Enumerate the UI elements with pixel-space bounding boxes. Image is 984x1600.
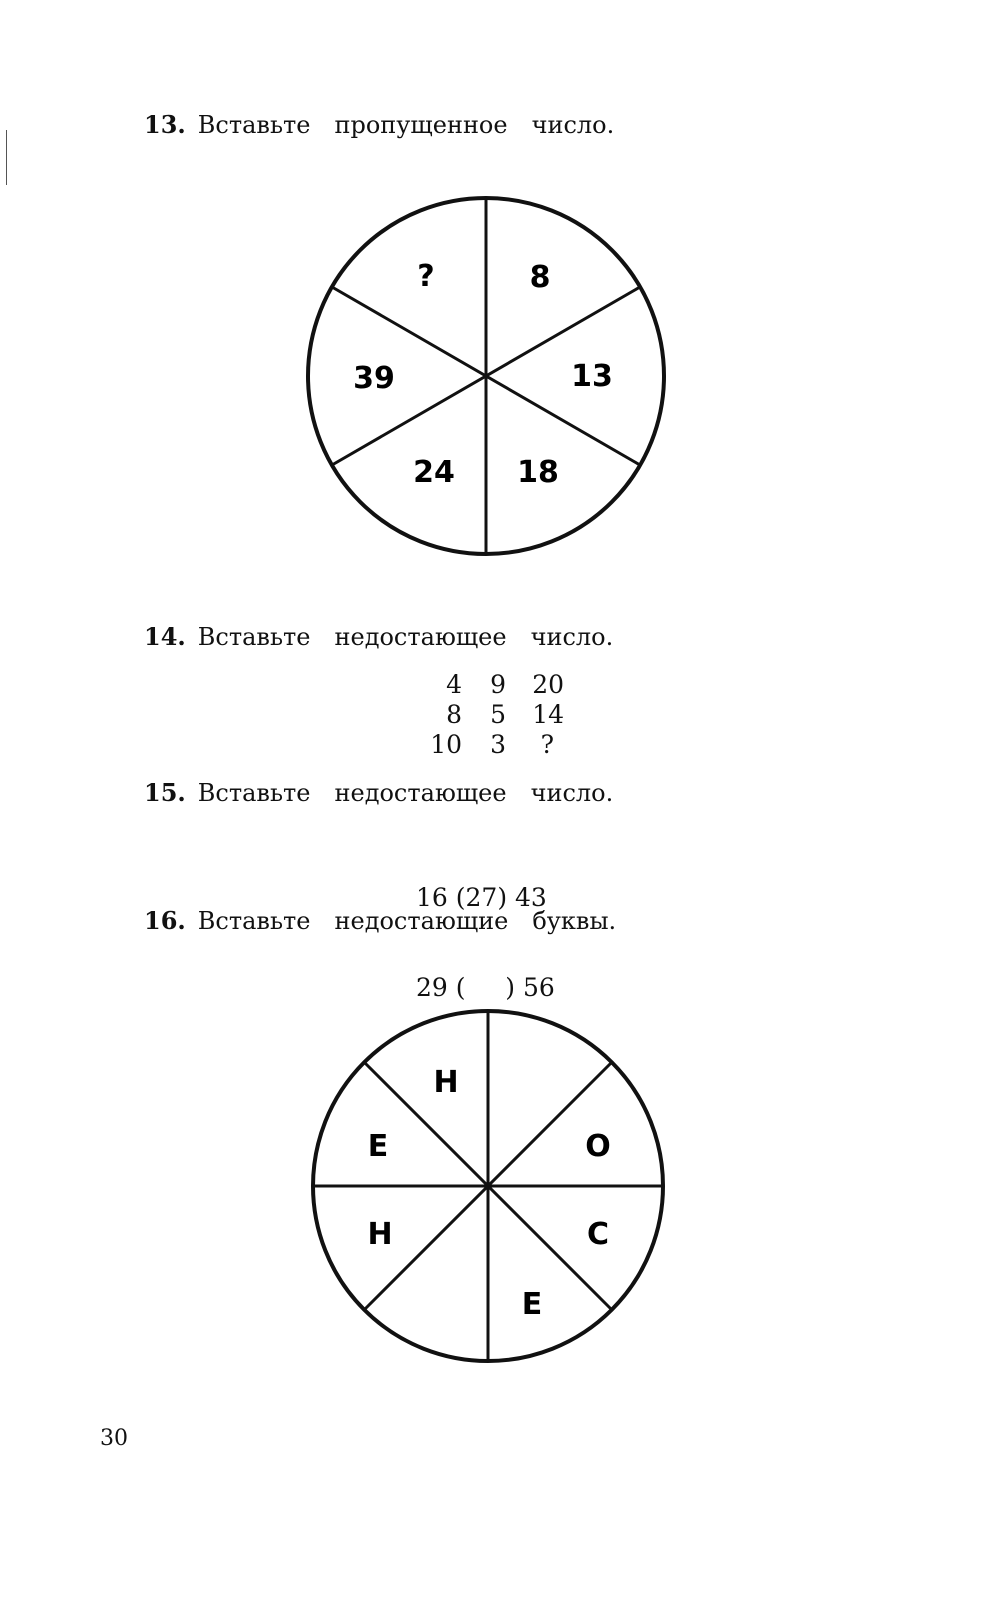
q14-row [420, 670, 564, 700]
q13-sector-3: 18 [517, 455, 559, 490]
q14-cell: 20 [532, 670, 564, 699]
q15-number: 15. [144, 778, 186, 807]
q16-heading [144, 906, 616, 935]
q14-row [420, 700, 564, 730]
q16-word-1: Вставьте [197, 907, 311, 935]
q16-sector-6: Н [367, 1217, 393, 1252]
q15-word-2: недостающее [334, 779, 507, 807]
q14-heading [144, 622, 613, 651]
q13-word-1: Вставьте [197, 111, 311, 139]
q14-cell: 3 [490, 730, 506, 759]
q14-cell: 9 [490, 670, 506, 699]
q14-cell: 4 [446, 670, 462, 699]
q15-row-1: 16 (27) 43 [416, 883, 547, 912]
q13-number: 13. [144, 110, 186, 139]
page-number: 30 [100, 1426, 128, 1451]
q16-sector-7: Е [367, 1129, 389, 1164]
q13-sector-4: 24 [413, 455, 455, 490]
q14-cell: 10 [430, 730, 462, 759]
q13-word-3: число. [531, 111, 615, 139]
q14-number-grid [420, 670, 564, 760]
q15-word-1: Вставьте [197, 779, 311, 807]
q14-cell: 8 [446, 700, 462, 729]
q14-word-1: Вставьте [197, 623, 311, 651]
q16-sector-2: О [585, 1129, 611, 1164]
q16-sector-8: Н [433, 1065, 459, 1100]
q15-heading [144, 778, 613, 807]
q14-word-2: недостающее [334, 623, 507, 651]
q16-word-3: буквы. [532, 907, 617, 935]
q13-number-wheel [300, 190, 672, 562]
margin-mark [6, 130, 7, 185]
q13-word-2: пропущенное [334, 111, 508, 139]
q13-sector-1: 8 [529, 260, 551, 295]
q16-sector-4: Е [521, 1287, 543, 1322]
q16-word-2: недостающие [334, 907, 509, 935]
q13-sector-5: 39 [353, 361, 395, 396]
q16-sector-3: С [586, 1217, 610, 1252]
q16-number: 16. [144, 906, 186, 935]
q13-sector-6: ? [417, 259, 435, 294]
q13-sector-2: 13 [571, 359, 613, 394]
q15-row-2: 29 ( ) 56 [416, 973, 555, 1002]
q14-number: 14. [144, 622, 186, 651]
q14-cell: ? [540, 730, 554, 759]
q14-cell: 14 [532, 700, 564, 729]
q14-word-3: число. [530, 623, 614, 651]
q14-cell: 5 [490, 700, 506, 729]
q13-heading [144, 110, 614, 139]
q14-row [420, 730, 564, 760]
q16-letter-wheel [306, 1004, 670, 1368]
q15-word-3: число. [530, 779, 614, 807]
